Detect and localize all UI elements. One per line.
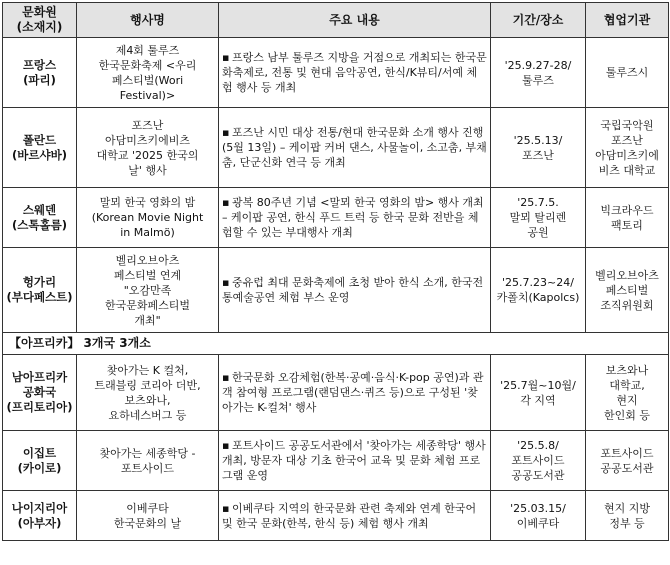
country-cell: 남아프리카 공화국 (프리토리아): [3, 355, 77, 431]
country-cell: 폴란드 (바르샤바): [3, 108, 77, 188]
partner-cell: 보츠와나 대학교, 현지 한인회 등: [586, 355, 669, 431]
header-period-place: 기간/장소: [491, 3, 586, 38]
content-text: 광복 80주년 기념 <말뫼 한국 영화의 밤> 행사 개최 – 케이팝 공연, 한식 푸드 트럭 등 한국 문화 전반을 체험할 수 있는 부대행사 개최: [222, 196, 484, 239]
content-text: 이베쿠타 지역의 한국문화 관련 축제와 연계 한국어 및 한국 문화(한복, 한식 등) 체험 행사 개최: [222, 501, 477, 530]
content-text: 포트사이드 공공도서관에서 '찾아가는 세종학당' 행사 개최, 방문자 대상 기초 한국어 교육 및 문화 체험 프로그램 운영: [222, 439, 486, 482]
table-row: [3, 38, 669, 108]
content-text: 중유럽 최대 문화축제에 초청 받아 한식 소개, 한국전통예술공연 체험 부스 운영: [222, 276, 484, 304]
bullet-icon: ▪: [222, 439, 230, 452]
content-cell: [219, 431, 491, 491]
table-row: [3, 355, 669, 431]
event-name-cell: 찾아가는 세종학당 - 포트사이드: [77, 431, 219, 491]
country-cell: 이집트 (카이로): [3, 431, 77, 491]
bullet-icon: ▪: [222, 51, 230, 64]
country-cell: 프랑스 (파리): [3, 38, 77, 108]
table-row: [3, 188, 669, 248]
partner-cell: 현지 지방 정부 등: [586, 491, 669, 541]
partner-cell: 포트사이드 공공도서관: [586, 431, 669, 491]
events-table: [2, 2, 669, 541]
table-row: [3, 108, 669, 188]
partner-cell: 툴루즈시: [586, 38, 669, 108]
content-text: 프랑스 남부 툴루즈 지방을 거점으로 개최되는 한국문화축제로, 전통 및 현대 음악공연, 한식/K뷰티/서예 체험 행사 등 개최: [222, 51, 487, 94]
header-partner: 협업기관: [586, 3, 669, 38]
country-cell: 나이지리아 (아부자): [3, 491, 77, 541]
content-cell: [219, 248, 491, 333]
header-event-name: 행사명: [77, 3, 219, 38]
event-name-cell: 포즈난 아담미츠키에비츠 대학교 '2025 한국의 날' 행사: [77, 108, 219, 188]
bullet-icon: ▪: [222, 126, 230, 139]
content-cell: [219, 491, 491, 541]
section-title: 【아프리카】 3개국 3개소: [3, 333, 669, 355]
period-place-cell: '25.9.27-28/ 툴루즈: [491, 38, 586, 108]
header-cultural-center: 문화원 (소재지): [3, 3, 77, 38]
header-row: [3, 3, 669, 38]
period-place-cell: '25.5.13/ 포즈난: [491, 108, 586, 188]
period-place-cell: '25.7.23~24/ 카폴치(Kapolcs): [491, 248, 586, 333]
content-cell: [219, 188, 491, 248]
header-main-content: 주요 내용: [219, 3, 491, 38]
table-row: [3, 491, 669, 541]
section-row-africa: [3, 333, 669, 355]
bullet-icon: ▪: [222, 196, 230, 209]
event-name-cell: 제4회 툴루즈 한국문화축제 <우리 페스티벌(Wori Festival)>: [77, 38, 219, 108]
content-text: 한국문화 오감체험(한복·공예·음식·K-pop 공연)과 관객 참여형 프로그램(랜덤댄스·퀴즈 등)으로 구성된 '찾아가는 K-컬쳐' 행사: [222, 371, 484, 414]
period-place-cell: '25.03.15/ 이베쿠타: [491, 491, 586, 541]
event-name-cell: 벨리오브아츠 페스티벌 연계 "오감만족 한국문화페스티벌 개최": [77, 248, 219, 333]
content-cell: [219, 108, 491, 188]
partner-cell: 벨리오브아츠 페스티벌 조직위원회: [586, 248, 669, 333]
event-name-cell: 이베쿠타 한국문화의 날: [77, 491, 219, 541]
period-place-cell: '25.5.8/ 포트사이드 공공도서관: [491, 431, 586, 491]
event-name-cell: 찾아가는 K 컬처, 트래블링 코리아 더반, 보츠와나, 요하네스버그 등: [77, 355, 219, 431]
event-name-cell: 말뫼 한국 영화의 밤 (Korean Movie Night in Malmö): [77, 188, 219, 248]
partner-cell: 국립국악원 포즈난 아담미츠키에 비츠 대학교: [586, 108, 669, 188]
bullet-icon: ▪: [222, 371, 230, 384]
content-cell: [219, 38, 491, 108]
table-row: [3, 431, 669, 491]
bullet-icon: ▪: [222, 276, 230, 289]
partner-cell: 빅크라우드 팩토리: [586, 188, 669, 248]
country-cell: 스웨덴 (스톡홀름): [3, 188, 77, 248]
period-place-cell: '25.7.5. 말뫼 탈리렌 공원: [491, 188, 586, 248]
table-row: [3, 248, 669, 333]
bullet-icon: ▪: [222, 501, 230, 515]
content-cell: [219, 355, 491, 431]
period-place-cell: '25.7월~10월/ 각 지역: [491, 355, 586, 431]
content-text: 포즈난 시민 대상 전통/현대 한국문화 소개 행사 진행 (5월 13일) – 케이팝 커버 댄스, 사물놀이, 소고춤, 부채춤, 단군신화 연극 등 개최: [222, 126, 487, 169]
country-cell: 헝가리 (부다페스트): [3, 248, 77, 333]
